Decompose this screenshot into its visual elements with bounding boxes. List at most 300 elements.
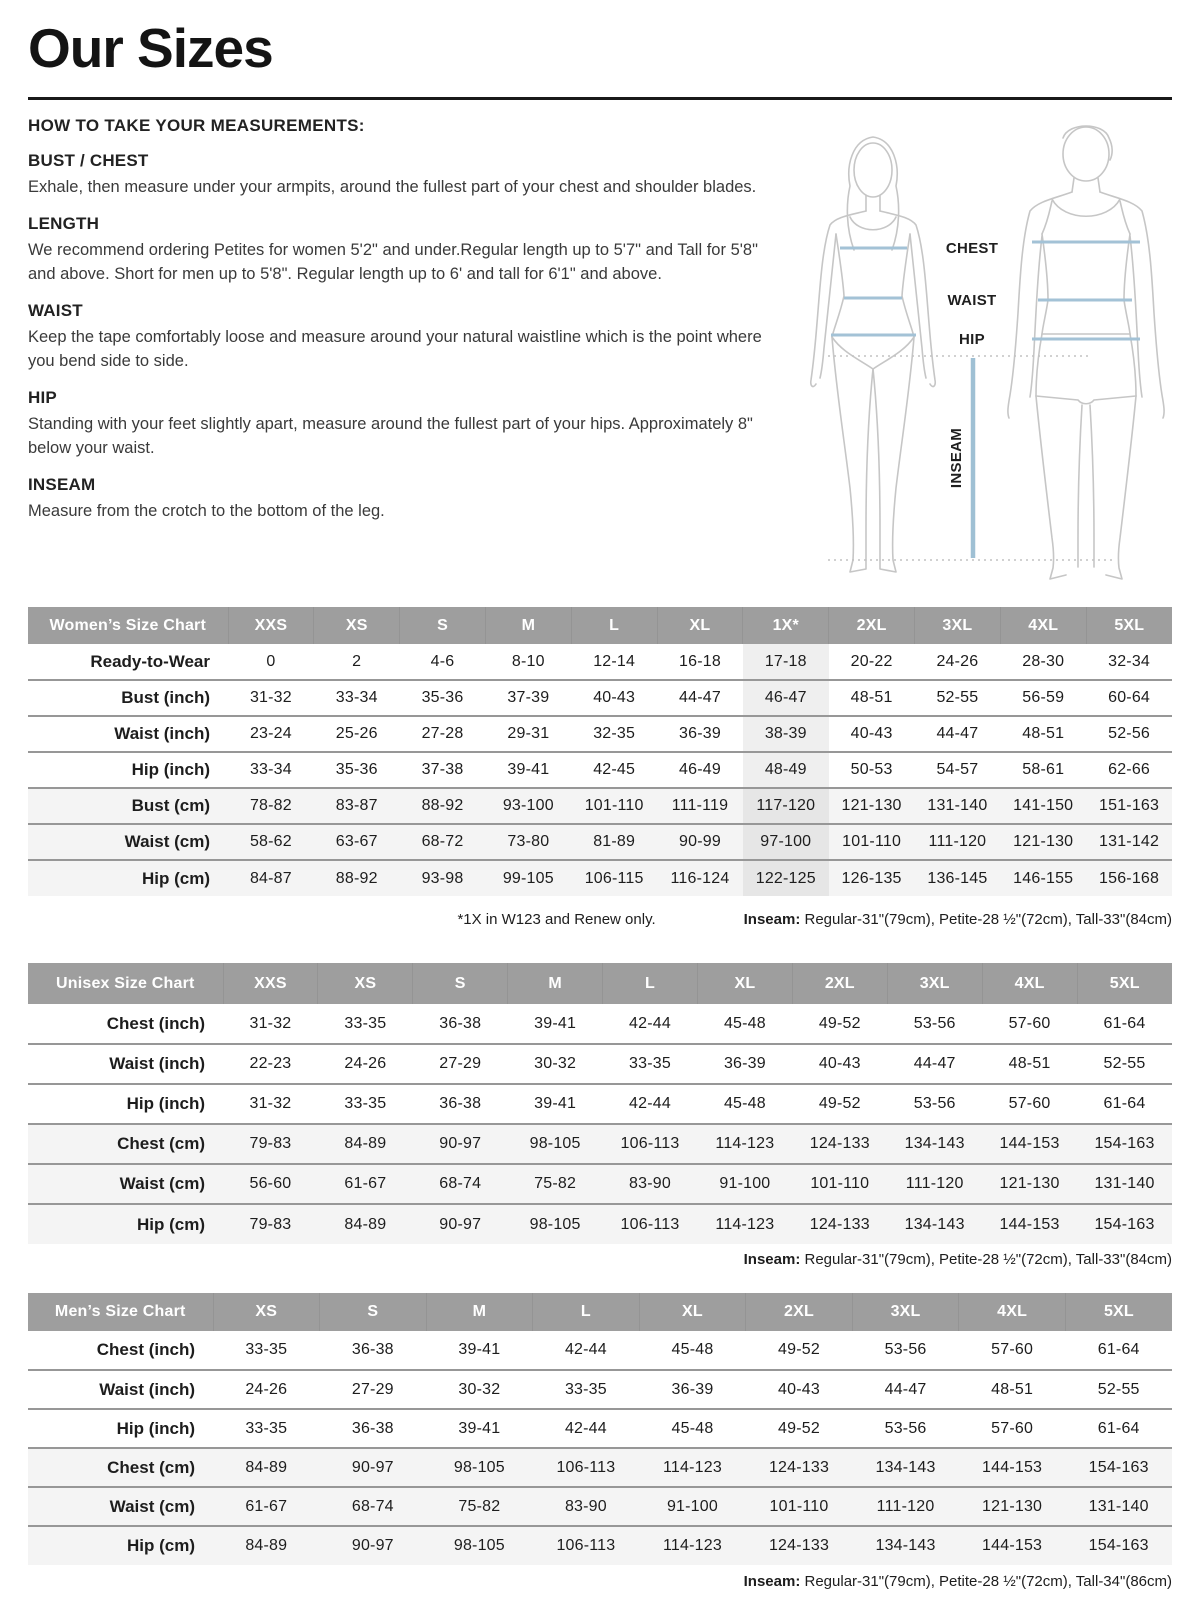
womens-cell-1-3: 37-39 bbox=[507, 689, 550, 706]
section-waist bbox=[28, 301, 764, 373]
unisex-cell-1-5: 36-39 bbox=[723, 1055, 766, 1072]
unisex-cell-1-8: 48-51 bbox=[1008, 1055, 1051, 1072]
measurement-diagram bbox=[780, 108, 1180, 588]
womens-cell-4-10: 151-163 bbox=[1099, 797, 1160, 814]
mens-cell-4-6: 111-120 bbox=[876, 1497, 935, 1515]
section-title: INSEAM bbox=[28, 474, 96, 494]
womens-column-header-m: M bbox=[485, 607, 571, 644]
womens-footnote-asterisk-note: *1X in W123 and Renew only. bbox=[457, 911, 656, 928]
unisex-row-chest-inch- bbox=[28, 1004, 1172, 1044]
unisex-row-hip-inch- bbox=[28, 1084, 1172, 1124]
mens-cell-2-1: 36-38 bbox=[351, 1419, 394, 1437]
mens-cell-0-6: 53-56 bbox=[884, 1341, 927, 1358]
mens-cell-4-8: 131-140 bbox=[1088, 1497, 1149, 1515]
mens-cell-5-6: 134-143 bbox=[875, 1537, 936, 1554]
unisex-cell-0-1: 33-35 bbox=[344, 1014, 387, 1032]
mens-cell-3-5: 124-133 bbox=[768, 1458, 830, 1476]
mens-cell-1-8: 52-55 bbox=[1097, 1380, 1140, 1398]
unisex-column-header-5xl: 5XL bbox=[1077, 963, 1172, 1004]
mens-cell-2-0: 33-35 bbox=[245, 1419, 288, 1437]
womens-cell-2-8: 44-47 bbox=[936, 725, 979, 742]
mens-column-header-s: S bbox=[320, 1293, 427, 1331]
womens-cell-3-8: 54-57 bbox=[936, 761, 979, 778]
womens-row-ready-to-wear bbox=[28, 644, 1172, 680]
womens-cell-5-2: 68-72 bbox=[421, 833, 464, 850]
unisex-row-waist-cm- bbox=[28, 1164, 1172, 1204]
womens-column-header-2xl: 2XL bbox=[829, 607, 915, 644]
womens-cell-2-9: 48-51 bbox=[1022, 725, 1065, 742]
womens-row-label-1: Bust (inch) bbox=[121, 688, 210, 707]
unisex-cell-5-5: 114-123 bbox=[715, 1215, 775, 1233]
womens-column-header-1x: 1X* bbox=[743, 607, 829, 644]
mens-cell-4-4: 91-100 bbox=[666, 1497, 718, 1515]
mens-cell-3-8: 154-163 bbox=[1088, 1458, 1149, 1476]
womens-cell-3-2: 37-38 bbox=[421, 761, 464, 778]
unisex-cell-1-3: 30-32 bbox=[534, 1055, 577, 1072]
womens-row-bust-cm- bbox=[28, 788, 1172, 824]
mens-cell-2-4: 45-48 bbox=[671, 1419, 714, 1437]
womens-cell-1-5: 44-47 bbox=[679, 689, 721, 706]
mens-row-hip-inch- bbox=[28, 1409, 1172, 1448]
womens-row-waist-inch- bbox=[28, 716, 1172, 752]
unisex-cell-5-0: 79-83 bbox=[249, 1215, 292, 1233]
unisex-cell-1-4: 33-35 bbox=[629, 1055, 671, 1072]
unisex-cell-0-9: 61-64 bbox=[1103, 1014, 1146, 1032]
mens-column-header-l: L bbox=[533, 1293, 640, 1331]
mens-cell-5-2: 98-105 bbox=[453, 1537, 505, 1554]
womens-column-header-3xl: 3XL bbox=[915, 607, 1001, 644]
unisex-column-header-xs: XS bbox=[318, 963, 413, 1004]
mens-cell-4-2: 75-82 bbox=[458, 1497, 501, 1515]
mens-cell-2-3: 42-44 bbox=[564, 1419, 607, 1437]
mens-cell-1-6: 44-47 bbox=[884, 1380, 927, 1398]
unisex-cell-1-9: 52-55 bbox=[1103, 1055, 1146, 1072]
mens-cell-3-7: 144-153 bbox=[982, 1458, 1043, 1476]
womens-column-header-xxs: XXS bbox=[228, 607, 314, 644]
mens-cell-4-1: 68-74 bbox=[351, 1497, 394, 1515]
womens-footnote-inseam-note: Inseam: Regular-31"(79cm), Petite-28 ½"(72cm), Tall-33"(84cm) bbox=[743, 911, 1172, 928]
womens-cell-4-6: 117-120 bbox=[743, 788, 829, 824]
womens-row-label-6: Hip (cm) bbox=[142, 868, 210, 888]
unisex-cell-2-7: 53-56 bbox=[913, 1095, 956, 1112]
womens-cell-0-4: 12-14 bbox=[593, 652, 636, 670]
womens-cell-4-7: 121-130 bbox=[841, 797, 902, 814]
mens-cell-0-5: 49-52 bbox=[778, 1341, 820, 1358]
womens-cell-1-1: 33-34 bbox=[335, 689, 378, 706]
mens-row-label-1: Waist (inch) bbox=[99, 1379, 195, 1399]
unisex-cell-2-0: 31-32 bbox=[249, 1095, 292, 1112]
womens-cell-4-0: 78-82 bbox=[249, 797, 292, 814]
womens-cell-6-6: 122-125 bbox=[743, 860, 829, 896]
unisex-cell-2-1: 33-35 bbox=[344, 1095, 387, 1112]
womens-cell-6-9: 146-155 bbox=[1013, 869, 1074, 887]
womens-cell-3-9: 58-61 bbox=[1022, 761, 1065, 778]
unisex-cell-3-7: 134-143 bbox=[904, 1135, 965, 1152]
womens-size-chart-section bbox=[28, 607, 1172, 928]
section-body: We recommend ordering Petites for women 5'2" and under.Regular length up to 5'7" and Tall for 5'8" and above. Short for men up to 5'8". Regular length up to 6' and tall for 6'1" and above. bbox=[28, 241, 758, 283]
mens-row-hip-cm- bbox=[28, 1526, 1172, 1565]
unisex-cell-2-8: 57-60 bbox=[1008, 1095, 1051, 1112]
womens-cell-6-7: 126-135 bbox=[841, 869, 902, 887]
womens-cell-5-8: 111-120 bbox=[928, 833, 987, 850]
mens-cell-1-0: 24-26 bbox=[245, 1380, 288, 1398]
womens-cell-3-1: 35-36 bbox=[335, 761, 378, 778]
unisex-row-label-0: Chest (inch) bbox=[106, 1013, 205, 1033]
unisex-cell-5-1: 84-89 bbox=[344, 1215, 387, 1233]
mens-column-header-xs: XS bbox=[213, 1293, 320, 1331]
womens-row-bust-inch- bbox=[28, 680, 1172, 716]
unisex-column-header-s: S bbox=[413, 963, 508, 1004]
unisex-cell-3-9: 154-163 bbox=[1094, 1135, 1155, 1152]
womens-row-label-2: Waist (inch) bbox=[114, 724, 210, 743]
womens-column-header-l: L bbox=[571, 607, 657, 644]
page-title: Our Sizes bbox=[28, 17, 273, 79]
mens-row-waist-inch- bbox=[28, 1370, 1172, 1409]
womens-cell-1-4: 40-43 bbox=[593, 689, 636, 706]
womens-cell-4-9: 141-150 bbox=[1013, 797, 1074, 814]
womens-header-row bbox=[28, 607, 1172, 644]
mens-column-header-m: M bbox=[426, 1293, 533, 1331]
mens-column-header-5xl: 5XL bbox=[1065, 1293, 1172, 1331]
unisex-cell-4-9: 131-140 bbox=[1094, 1175, 1155, 1192]
unisex-cell-0-7: 53-56 bbox=[913, 1014, 956, 1032]
mens-cell-2-6: 53-56 bbox=[884, 1419, 927, 1437]
mens-size-chart-section bbox=[28, 1293, 1172, 1590]
womens-column-header-s: S bbox=[400, 607, 486, 644]
unisex-row-chest-cm- bbox=[28, 1124, 1172, 1164]
womens-row-label-5: Waist (cm) bbox=[124, 832, 210, 851]
unisex-cell-0-3: 39-41 bbox=[534, 1014, 577, 1032]
section-body: Measure from the crotch to the bottom of the leg. bbox=[28, 501, 385, 520]
unisex-cell-5-2: 90-97 bbox=[439, 1215, 482, 1233]
unisex-cell-0-2: 36-38 bbox=[439, 1014, 482, 1032]
unisex-cell-2-5: 45-48 bbox=[723, 1095, 766, 1112]
mens-cell-0-7: 57-60 bbox=[991, 1341, 1034, 1358]
mens-cell-0-3: 42-44 bbox=[564, 1341, 607, 1358]
mens-header-row bbox=[28, 1293, 1172, 1331]
womens-column-header-4xl: 4XL bbox=[1000, 607, 1086, 644]
mens-cell-3-3: 106-113 bbox=[556, 1458, 616, 1476]
unisex-cell-1-6: 40-43 bbox=[818, 1055, 861, 1072]
unisex-cell-0-6: 49-52 bbox=[818, 1014, 861, 1032]
unisex-cell-4-7: 111-120 bbox=[905, 1175, 964, 1192]
womens-cell-5-0: 58-62 bbox=[249, 833, 292, 850]
unisex-column-header-2xl: 2XL bbox=[792, 963, 887, 1004]
womens-footnote bbox=[28, 911, 1172, 928]
unisex-cell-3-5: 114-123 bbox=[715, 1135, 775, 1152]
unisex-column-header-xxs: XXS bbox=[223, 963, 318, 1004]
womens-cell-2-0: 23-24 bbox=[249, 725, 292, 742]
section-inseam bbox=[28, 475, 764, 523]
womens-cell-2-10: 52-56 bbox=[1108, 725, 1151, 742]
unisex-size-chart-section bbox=[28, 963, 1172, 1268]
mens-column-header-xl: XL bbox=[639, 1293, 746, 1331]
womens-cell-3-6: 48-49 bbox=[743, 752, 829, 788]
mens-row-label-3: Chest (cm) bbox=[107, 1457, 195, 1477]
womens-table-title: Women’s Size Chart bbox=[28, 607, 228, 644]
womens-cell-2-7: 40-43 bbox=[850, 725, 893, 742]
womens-row-waist-cm- bbox=[28, 824, 1172, 860]
unisex-footnote bbox=[28, 1251, 1172, 1268]
womens-cell-5-9: 121-130 bbox=[1013, 833, 1074, 850]
womens-size-table bbox=[28, 607, 1172, 896]
womens-column-header-5xl: 5XL bbox=[1086, 607, 1172, 644]
mens-cell-0-4: 45-48 bbox=[671, 1341, 714, 1358]
unisex-cell-2-6: 49-52 bbox=[818, 1095, 861, 1112]
unisex-row-label-5: Hip (cm) bbox=[137, 1214, 205, 1234]
mens-column-header-3xl: 3XL bbox=[852, 1293, 959, 1331]
unisex-column-header-3xl: 3XL bbox=[887, 963, 982, 1004]
mens-cell-5-7: 144-153 bbox=[982, 1537, 1043, 1554]
unisex-cell-3-6: 124-133 bbox=[809, 1135, 870, 1152]
unisex-cell-5-7: 134-143 bbox=[904, 1215, 965, 1233]
unisex-cell-3-8: 144-153 bbox=[999, 1135, 1060, 1152]
mens-cell-4-5: 101-110 bbox=[769, 1497, 829, 1515]
womens-cell-1-6: 46-47 bbox=[743, 680, 829, 716]
womens-cell-4-3: 93-100 bbox=[502, 797, 554, 814]
womens-cell-2-5: 36-39 bbox=[679, 725, 721, 742]
unisex-column-header-xl: XL bbox=[697, 963, 792, 1004]
mens-table-title: Men’s Size Chart bbox=[28, 1293, 213, 1331]
womens-cell-2-2: 27-28 bbox=[421, 725, 464, 742]
unisex-cell-4-3: 75-82 bbox=[534, 1175, 577, 1192]
womens-cell-2-1: 25-26 bbox=[335, 725, 378, 742]
womens-cell-0-1: 2 bbox=[352, 652, 362, 670]
unisex-column-header-4xl: 4XL bbox=[982, 963, 1077, 1004]
unisex-row-label-2: Hip (inch) bbox=[126, 1094, 205, 1113]
mens-cell-2-2: 39-41 bbox=[458, 1419, 501, 1437]
unisex-cell-1-2: 27-29 bbox=[439, 1055, 482, 1072]
womens-row-label-0: Ready-to-Wear bbox=[90, 651, 210, 671]
womens-cell-6-2: 93-98 bbox=[421, 869, 464, 887]
unisex-cell-2-9: 61-64 bbox=[1103, 1095, 1146, 1112]
mens-cell-1-1: 27-29 bbox=[351, 1380, 394, 1398]
unisex-footnote-inseam-note: Inseam: Regular-31"(79cm), Petite-28 ½"(72cm), Tall-33"(84cm) bbox=[743, 1251, 1172, 1268]
mens-row-chest-cm- bbox=[28, 1448, 1172, 1487]
unisex-header-row bbox=[28, 963, 1172, 1004]
mens-cell-4-3: 83-90 bbox=[564, 1497, 607, 1515]
mens-cell-5-3: 106-113 bbox=[556, 1537, 616, 1554]
mens-cell-3-4: 114-123 bbox=[662, 1458, 722, 1476]
womens-cell-6-5: 116-124 bbox=[670, 869, 730, 887]
unisex-cell-0-4: 42-44 bbox=[629, 1014, 671, 1032]
womens-row-label-3: Hip (inch) bbox=[131, 760, 210, 779]
section-title: WAIST bbox=[28, 301, 83, 321]
unisex-cell-4-0: 56-60 bbox=[249, 1175, 292, 1192]
womens-cell-3-5: 46-49 bbox=[679, 761, 721, 778]
womens-row-hip-inch- bbox=[28, 752, 1172, 788]
womens-cell-2-3: 29-31 bbox=[507, 725, 550, 742]
mens-cell-1-7: 48-51 bbox=[991, 1380, 1034, 1398]
unisex-cell-2-3: 39-41 bbox=[534, 1095, 577, 1112]
section-title: HIP bbox=[28, 388, 57, 408]
womens-cell-3-10: 62-66 bbox=[1108, 761, 1151, 778]
mens-row-label-0: Chest (inch) bbox=[96, 1340, 195, 1359]
mens-cell-4-0: 61-67 bbox=[245, 1497, 288, 1515]
inseam-label: INSEAM bbox=[948, 427, 965, 489]
section-body: Keep the tape comfortably loose and measure around your natural waistline which is the point where you bend side to side. bbox=[28, 328, 762, 370]
measurement-instructions bbox=[28, 116, 764, 523]
womens-cell-4-5: 111-119 bbox=[671, 797, 729, 814]
unisex-cell-0-5: 45-48 bbox=[723, 1014, 766, 1032]
womens-cell-5-7: 101-110 bbox=[842, 833, 902, 850]
womens-cell-0-2: 4-6 bbox=[430, 652, 455, 670]
instructions-heading: HOW TO TAKE YOUR MEASUREMENTS: bbox=[28, 116, 365, 135]
womens-cell-6-10: 156-168 bbox=[1099, 869, 1160, 887]
unisex-row-label-3: Chest (cm) bbox=[117, 1134, 205, 1153]
womens-row-hip-cm- bbox=[28, 860, 1172, 896]
male-figure-outline bbox=[1008, 126, 1164, 579]
mens-cell-1-2: 30-32 bbox=[458, 1380, 501, 1398]
unisex-cell-0-8: 57-60 bbox=[1008, 1014, 1051, 1032]
unisex-cell-3-4: 106-113 bbox=[620, 1135, 680, 1152]
mens-footnote bbox=[28, 1573, 1172, 1590]
section-body: Exhale, then measure under your armpits, around the fullest part of your chest and shoulder blades. bbox=[28, 178, 757, 196]
unisex-cell-4-6: 101-110 bbox=[810, 1175, 870, 1192]
mens-row-label-2: Hip (inch) bbox=[116, 1418, 195, 1438]
mens-cell-0-0: 33-35 bbox=[245, 1341, 288, 1358]
womens-cell-0-7: 20-22 bbox=[850, 652, 893, 670]
unisex-cell-5-9: 154-163 bbox=[1094, 1215, 1155, 1233]
unisex-cell-3-3: 98-105 bbox=[529, 1135, 581, 1152]
mens-cell-4-7: 121-130 bbox=[982, 1497, 1043, 1515]
unisex-row-hip-cm- bbox=[28, 1204, 1172, 1244]
mens-cell-0-1: 36-38 bbox=[351, 1341, 394, 1358]
mens-cell-0-2: 39-41 bbox=[458, 1341, 501, 1358]
unisex-cell-5-6: 124-133 bbox=[809, 1215, 870, 1233]
unisex-row-label-4: Waist (cm) bbox=[119, 1174, 205, 1193]
mens-cell-3-0: 84-89 bbox=[245, 1458, 288, 1476]
womens-cell-5-10: 131-142 bbox=[1099, 833, 1160, 850]
section-title: BUST / CHEST bbox=[28, 151, 149, 170]
mens-row-label-5: Hip (cm) bbox=[127, 1536, 195, 1555]
unisex-cell-3-0: 79-83 bbox=[249, 1135, 292, 1152]
unisex-cell-1-0: 22-23 bbox=[249, 1055, 292, 1072]
chest-label: CHEST bbox=[945, 240, 999, 257]
unisex-cell-4-8: 121-130 bbox=[999, 1175, 1060, 1192]
mens-cell-3-2: 98-105 bbox=[453, 1458, 505, 1476]
mens-cell-2-7: 57-60 bbox=[991, 1419, 1034, 1437]
unisex-size-table bbox=[28, 963, 1172, 1244]
womens-cell-1-9: 56-59 bbox=[1022, 689, 1065, 706]
unisex-cell-4-5: 91-100 bbox=[719, 1175, 771, 1192]
womens-cell-6-3: 99-105 bbox=[502, 869, 554, 887]
section-length bbox=[28, 214, 764, 286]
womens-column-header-xs: XS bbox=[314, 607, 400, 644]
womens-row-label-4: Bust (cm) bbox=[131, 796, 210, 815]
unisex-cell-4-4: 83-90 bbox=[629, 1175, 671, 1192]
womens-cell-4-4: 101-110 bbox=[584, 797, 644, 814]
mens-cell-3-6: 134-143 bbox=[875, 1458, 936, 1476]
unisex-cell-3-2: 90-97 bbox=[439, 1135, 482, 1152]
unisex-cell-4-1: 61-67 bbox=[344, 1175, 387, 1192]
womens-cell-0-6: 17-18 bbox=[743, 644, 829, 680]
womens-cell-6-4: 106-115 bbox=[584, 869, 644, 887]
unisex-cell-1-7: 44-47 bbox=[913, 1055, 956, 1072]
mens-cell-5-8: 154-163 bbox=[1088, 1537, 1149, 1554]
womens-cell-0-9: 28-30 bbox=[1022, 652, 1065, 670]
hip-label: HIP bbox=[959, 331, 985, 348]
section-bust-chest bbox=[28, 151, 764, 199]
mens-cell-1-5: 40-43 bbox=[778, 1380, 820, 1398]
mens-cell-3-1: 90-97 bbox=[351, 1458, 394, 1476]
unisex-cell-2-2: 36-38 bbox=[439, 1095, 482, 1112]
section-body: Standing with your feet slightly apart, measure around the fullest part of your hips. Approximately 8" below your waist. bbox=[28, 415, 753, 457]
mens-row-waist-cm- bbox=[28, 1487, 1172, 1526]
mens-footnote-inseam-note: Inseam: Regular-31"(79cm), Petite-28 ½"(72cm), Tall-34"(86cm) bbox=[743, 1573, 1172, 1590]
mens-size-table bbox=[28, 1293, 1172, 1565]
womens-cell-1-10: 60-64 bbox=[1108, 689, 1151, 706]
mens-cell-5-5: 124-133 bbox=[768, 1537, 830, 1554]
womens-cell-2-4: 32-35 bbox=[593, 725, 636, 742]
unisex-cell-1-1: 24-26 bbox=[344, 1055, 387, 1072]
womens-cell-5-6: 97-100 bbox=[743, 824, 829, 860]
womens-cell-1-2: 35-36 bbox=[421, 689, 464, 706]
womens-column-header-xl: XL bbox=[657, 607, 743, 644]
unisex-cell-5-4: 106-113 bbox=[620, 1215, 680, 1233]
mens-cell-1-3: 33-35 bbox=[564, 1380, 607, 1398]
womens-cell-3-7: 50-53 bbox=[850, 761, 893, 778]
womens-cell-2-6: 38-39 bbox=[743, 716, 829, 752]
womens-cell-0-10: 32-34 bbox=[1108, 652, 1151, 670]
title-divider bbox=[28, 97, 1172, 100]
mens-cell-5-0: 84-89 bbox=[245, 1537, 288, 1554]
unisex-cell-0-0: 31-32 bbox=[249, 1014, 292, 1032]
womens-cell-1-0: 31-32 bbox=[249, 689, 292, 706]
section-title: LENGTH bbox=[28, 214, 100, 234]
mens-cell-0-8: 61-64 bbox=[1097, 1341, 1140, 1358]
womens-cell-4-8: 131-140 bbox=[927, 797, 988, 814]
womens-cell-3-3: 39-41 bbox=[507, 761, 550, 778]
womens-cell-5-4: 81-89 bbox=[593, 833, 636, 850]
mens-cell-5-4: 114-123 bbox=[662, 1537, 722, 1554]
womens-cell-0-3: 8-10 bbox=[511, 652, 545, 670]
female-figure-outline bbox=[811, 137, 935, 572]
unisex-column-header-l: L bbox=[603, 963, 698, 1004]
mens-cell-5-1: 90-97 bbox=[351, 1537, 394, 1554]
womens-cell-3-0: 33-34 bbox=[249, 761, 292, 778]
mens-cell-2-8: 61-64 bbox=[1097, 1419, 1140, 1437]
womens-cell-4-1: 83-87 bbox=[335, 797, 378, 814]
mens-cell-2-5: 49-52 bbox=[778, 1419, 820, 1437]
womens-cell-5-5: 90-99 bbox=[679, 833, 721, 850]
womens-cell-5-1: 63-67 bbox=[335, 833, 378, 850]
unisex-column-header-m: M bbox=[508, 963, 603, 1004]
unisex-table-title: Unisex Size Chart bbox=[28, 963, 223, 1004]
womens-cell-4-2: 88-92 bbox=[421, 797, 464, 814]
womens-cell-0-8: 24-26 bbox=[936, 652, 979, 670]
section-hip bbox=[28, 388, 764, 460]
womens-cell-6-8: 136-145 bbox=[927, 869, 988, 887]
unisex-cell-5-8: 144-153 bbox=[999, 1215, 1060, 1233]
mens-row-chest-inch- bbox=[28, 1331, 1172, 1370]
womens-cell-1-8: 52-55 bbox=[936, 689, 979, 706]
unisex-cell-4-2: 68-74 bbox=[439, 1175, 482, 1192]
unisex-row-label-1: Waist (inch) bbox=[109, 1054, 205, 1073]
mens-cell-1-4: 36-39 bbox=[671, 1380, 714, 1398]
womens-cell-3-4: 42-45 bbox=[593, 761, 636, 778]
unisex-cell-2-4: 42-44 bbox=[629, 1095, 671, 1112]
waist-label: WAIST bbox=[947, 292, 997, 309]
unisex-cell-5-3: 98-105 bbox=[529, 1215, 581, 1233]
womens-cell-0-0: 0 bbox=[266, 652, 276, 670]
mens-row-label-4: Waist (cm) bbox=[109, 1496, 195, 1516]
womens-cell-6-1: 88-92 bbox=[335, 869, 378, 887]
womens-cell-0-5: 16-18 bbox=[679, 652, 721, 670]
mens-column-header-2xl: 2XL bbox=[746, 1293, 853, 1331]
womens-cell-6-0: 84-87 bbox=[249, 869, 292, 887]
womens-cell-1-7: 48-51 bbox=[850, 689, 893, 706]
